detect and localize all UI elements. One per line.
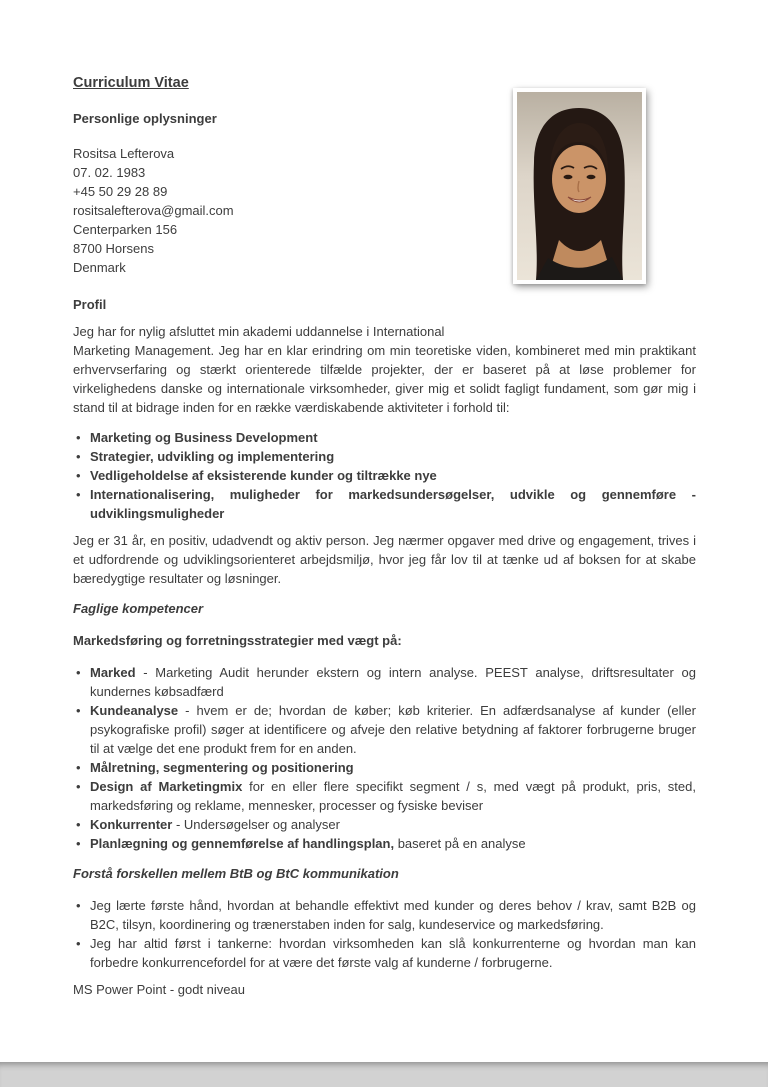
bullet-rest-text: for en eller flere specifikt segment / s, med vægt på produkt, pris, sted, markedsføring og reklame, mennesker, processer og fysiske beviser (90, 779, 696, 813)
list-item (73, 485, 696, 523)
bullet-text: Strategier, udvikling og implementering (90, 449, 335, 464)
bullet-text: Vedligeholdelse af eksisterende kunder og tiltrække nye (90, 468, 437, 483)
portrait-photo-image (517, 92, 642, 280)
contact-birthdate: 07. 02. 1983 (73, 165, 146, 180)
kompetencer-bullet-list (73, 663, 696, 853)
personal-heading: Personlige oplysninger (73, 111, 217, 126)
list-item (73, 758, 696, 777)
list-item: • Jeg lærte første hånd, hvordan at behandle effektivt med kunder og deres behov / krav, samt B2B og B2C, tilsyn, koordinering og trænerstaben inden for salg, kundeservice og markedsføring. (73, 896, 696, 934)
profile-photo (513, 88, 646, 284)
profil-intro-line1: Jeg har for nylig afsluttet min akademi uddannelse i International (73, 324, 445, 339)
kommunikation-bullet-list (73, 896, 696, 972)
bullet-bold-text: Design af Marketingmix (90, 779, 243, 794)
list-item (73, 701, 696, 758)
contact-country: Denmark (73, 260, 126, 275)
bullet-rest-text: - Undersøgelser og analyser (172, 817, 340, 832)
profil-intro-paragraph: Marketing Management. Jeg har en klar erindring om min teoretiske viden, kombineret med min praktikant erhvervserfaring og stærkt orienterede tilfælde projekter, der er baseret på at løse problemer for virkelighedens danske og internationale virksomheder, giver mig et solidt fagligt fundament, som gør mig i stand til at bidrage inden for en række værdiskabende aktiviteter i forhold til: (73, 343, 696, 415)
bullet-text: Internationalisering, muligheder for markedsundersøgelser, udvikle og gennemføre - udviklingsmuligheder (90, 487, 696, 521)
contact-name: Rositsa Lefterova (73, 146, 175, 161)
contact-street: Centerparken 156 (73, 222, 178, 237)
bullet-rest-text: baseret på en analyse (394, 836, 526, 851)
bullet-bold-text: Planlægning og gennemførelse af handlingsplan, (90, 836, 395, 851)
contact-email: rositsalefterova@gmail.com (73, 203, 234, 218)
list-item: • Jeg har altid først i tankerne: hvordan virksomheden kan slå konkurrenterne og hvordan man kan forbedre konkurrencefordel for at være det første valg af kunderne / forbrugerne. (73, 934, 696, 972)
kommunikation-heading: Forstå forskellen mellem BtB og BtC kommunikation (73, 866, 399, 881)
page-title: Curriculum Vitae (73, 75, 189, 91)
list-item (73, 663, 696, 701)
profil-heading: Profil (73, 297, 107, 312)
kompetencer-subheading: Markedsføring og forretningsstrategier med vægt på: (73, 633, 402, 648)
list-item (73, 466, 696, 485)
contact-phone: +45 50 29 28 89 (73, 184, 168, 199)
kompetencer-heading: Faglige kompetencer (73, 601, 204, 616)
profil-outro-paragraph: Jeg er 31 år, en positiv, udadvendt og aktiv person. Jeg nærmer opgaver med drive og engagement, trives i et udfordrende og udviklingsorienteret arbejdsmiljø, hvor jeg får lov til at tænke ud af boksen for at skabe bæredygtige resultater og løsninger. (73, 533, 696, 586)
list-item (73, 777, 696, 815)
bullet-text: Marketing og Business Development (90, 430, 318, 445)
contact-city: 8700 Horsens (73, 241, 154, 256)
page-footer-strip (0, 1062, 768, 1087)
profil-bullet-list (73, 428, 696, 523)
bullet-bold-text: Kundeanalyse (90, 703, 179, 718)
bullet-bold-text: Marked (90, 665, 136, 680)
bullet-bold-text: Målretning, segmentering og positionering (90, 760, 354, 775)
list-item (73, 447, 696, 466)
list-item (73, 834, 696, 853)
bullet-rest-text: - hvem er de; hvordan de køber; køb kriterier. En adfærdsanalyse af kunder (eller psykografiske profil) søger at identificere og afveje den relative betydning af faktorer forbrugerne bruger til at vælge det ene produkt frem for en anden. (90, 703, 696, 756)
bullet-rest-text: - Marketing Audit herunder ekstern og intern analyse. PEEST analyse, driftsresultater og kundernes købsadfærd (90, 665, 696, 699)
bullet-bold-text: Konkurrenter (90, 817, 173, 832)
skills-line: MS Power Point - godt niveau (73, 982, 245, 997)
list-item (73, 428, 696, 447)
list-item (73, 815, 696, 834)
